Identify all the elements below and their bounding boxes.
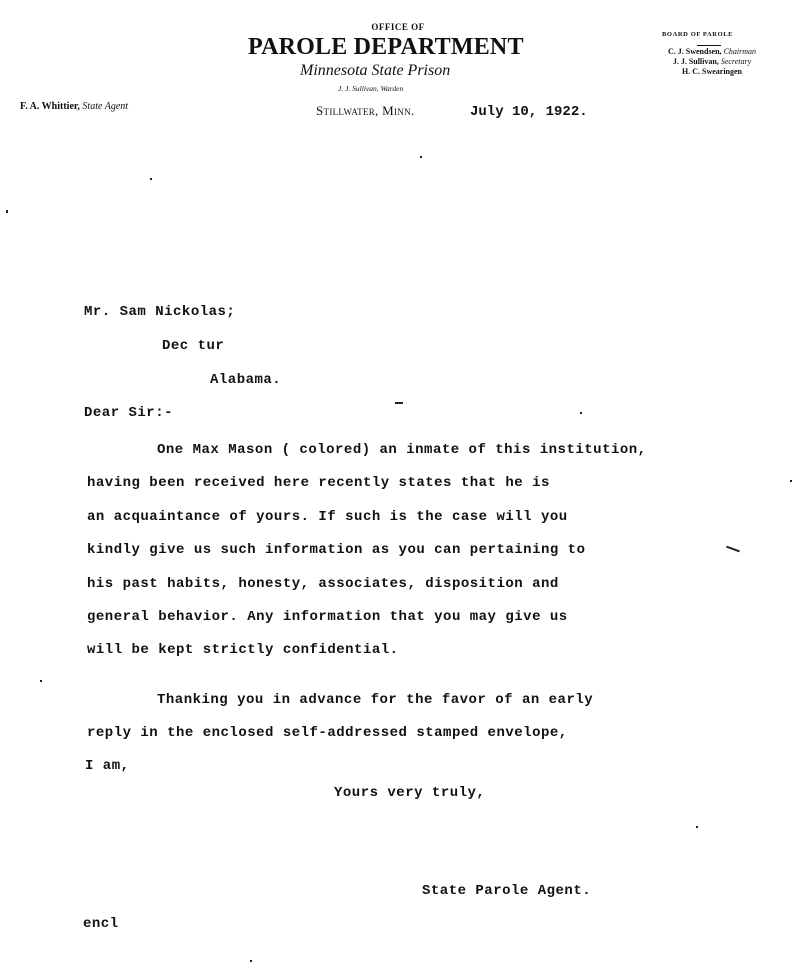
- speck: [6, 210, 8, 213]
- speck: [580, 412, 582, 414]
- speck: [420, 156, 422, 158]
- board-divider: [697, 45, 721, 46]
- body-line: kindly give us such information as you can pertaining to: [87, 542, 586, 558]
- body-line: One Max Mason ( colored) an inmate of this institution,: [157, 442, 647, 458]
- state-agent: [20, 101, 128, 112]
- body-line: Thanking you in advance for the favor of an early: [157, 692, 594, 708]
- speck: [726, 546, 740, 553]
- salutation: Dear Sir:-: [84, 405, 174, 421]
- speck: [696, 826, 698, 828]
- letter-city: Stillwater, Minn.: [316, 103, 415, 118]
- board-member: [632, 47, 792, 56]
- enclosure-note: encl: [83, 916, 119, 932]
- institution-name: Minnesota State Prison: [300, 62, 451, 79]
- board-member: [632, 67, 792, 76]
- letter-date: July 10, 1922.: [470, 104, 588, 120]
- state-agent-name: F. A. Whittier,: [20, 101, 80, 112]
- signature: State Parole Agent.: [422, 883, 592, 899]
- board-member-role: Secretary: [720, 57, 752, 66]
- speck: [790, 480, 792, 482]
- recipient-state: Alabama.: [210, 372, 282, 388]
- state-agent-title: State Agent: [82, 101, 129, 112]
- board-member-role: Chairman: [723, 47, 757, 56]
- body-line: reply in the enclosed self-addressed stamped envelope,: [87, 725, 568, 741]
- body-line: his past habits, honesty, associates, disposition and: [87, 576, 559, 592]
- warden-name: J. J. Sullivan, Warden: [338, 84, 404, 93]
- department-title: PAROLE DEPARTMENT: [248, 34, 524, 60]
- speck: [395, 402, 403, 404]
- body-line: will be kept strictly confidential.: [87, 642, 399, 658]
- recipient-name: Mr. Sam Nickolas;: [84, 304, 236, 320]
- closing: Yours very truly,: [334, 785, 486, 801]
- board-member: [632, 57, 792, 66]
- recipient-city: Dec tur: [162, 338, 225, 354]
- board-member-name: C. J. Swendsen,: [667, 47, 722, 56]
- speck: [40, 680, 42, 682]
- body-line: I am,: [85, 758, 130, 774]
- board-heading: BOARD OF PAROLE: [662, 31, 734, 38]
- body-line: an acquaintance of yours. If such is the case will you: [87, 509, 568, 525]
- speck: [250, 960, 252, 962]
- speck: [150, 178, 152, 180]
- body-line: general behavior. Any information that you may give us: [87, 609, 568, 625]
- office-of-text: OFFICE OF: [371, 22, 425, 32]
- board-member-name: J. J. Sullivan,: [672, 57, 719, 66]
- board-member-name: H. C. Swearingen: [682, 67, 742, 76]
- body-line: having been received here recently states that he is: [87, 475, 550, 491]
